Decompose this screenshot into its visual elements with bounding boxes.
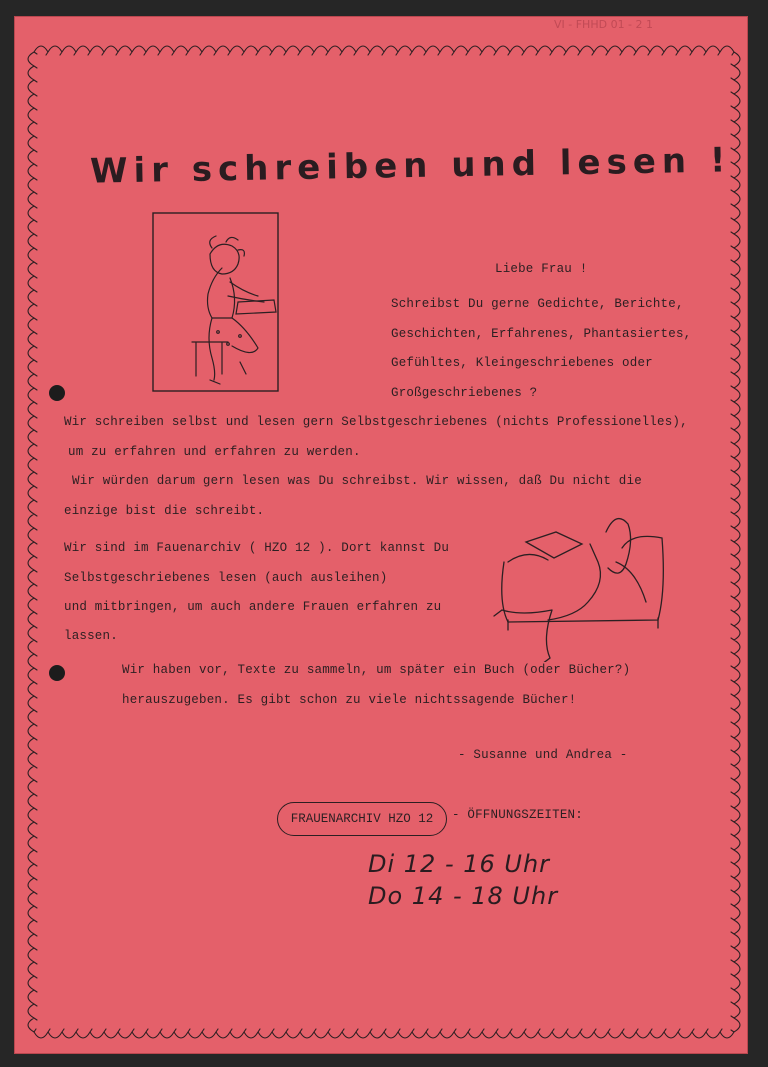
paper-sheet — [14, 16, 748, 1054]
opening-hours-thursday: Do 14 - 18 Uhr — [368, 882, 559, 910]
body-line-6: Selbstgeschriebenes lesen (auch ausleihen) — [64, 571, 388, 585]
intro-line-1: Schreibst Du gerne Gedichte, Berichte, — [391, 297, 684, 311]
writing-woman-illustration — [152, 212, 280, 394]
body-line-2: um zu erfahren und erfahren zu werden. — [68, 445, 361, 459]
body-line-10: herauszugeben. Es gibt schon zu viele nichtssagende Bücher! — [122, 693, 577, 707]
page-title: Wir schreiben und lesen ! — [89, 140, 732, 192]
intro-line-3: Gefühltes, Kleingeschriebenes oder — [391, 356, 653, 370]
greeting: Liebe Frau ! — [495, 262, 588, 276]
punch-hole-bottom — [49, 665, 65, 681]
archive-badge: FRAUENARCHIV HZO 12 — [277, 802, 447, 836]
opening-hours-tuesday: Di 12 - 16 Uhr — [368, 850, 551, 878]
body-line-9: Wir haben vor, Texte zu sammeln, um später ein Buch (oder Bücher?) — [122, 663, 631, 677]
body-line-4: einzige bist die schreibt. — [64, 504, 265, 518]
intro-line-4: Großgeschriebenes ? — [391, 386, 538, 400]
intro-line-2: Geschichten, Erfahrenes, Phantasiertes, — [391, 327, 692, 341]
opening-hours-label: - ÖFFNUNGSZEITEN: — [452, 808, 583, 822]
body-line-8: lassen. — [64, 629, 118, 643]
archive-number: VI - FHHD 01 - 2 1 — [554, 18, 654, 31]
body-line-3: Wir würden darum gern lesen was Du schreibst. Wir wissen, daß Du nicht die — [72, 474, 642, 488]
body-line-5: Wir sind im Fauenarchiv ( HZO 12 ). Dort kannst Du — [64, 541, 450, 555]
body-line-1: Wir schreiben selbst und lesen gern Selbstgeschriebenes (nichts Professionelles), — [64, 415, 688, 429]
body-line-7: und mitbringen, um auch andere Frauen erfahren zu — [64, 600, 442, 614]
signature: - Susanne und Andrea - — [458, 748, 628, 762]
punch-hole-top — [49, 385, 65, 401]
reading-woman-illustration — [486, 502, 676, 662]
